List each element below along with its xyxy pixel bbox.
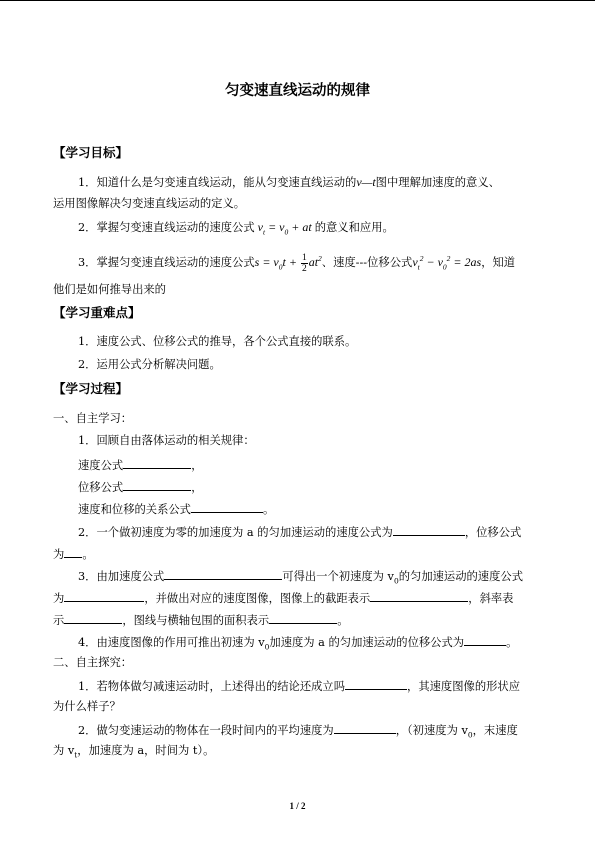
goal-3-text-b: ，知道 bbox=[481, 256, 516, 269]
goal-2-line bbox=[78, 220, 394, 239]
goal-3-text: 3．掌握匀变速直线运动的速度公式 bbox=[78, 256, 255, 269]
goal-1-text-b: 图中理解加速度的意义、 bbox=[375, 176, 500, 189]
answer-blank[interactable] bbox=[123, 479, 191, 491]
velocity-formula: $v_t = v_0$ + at bbox=[254, 220, 315, 237]
answer-blank[interactable] bbox=[269, 612, 337, 624]
section-heading-goals: 【学习目标】 bbox=[53, 145, 129, 160]
p2-line-2: 为 $v_t$，加速度为 a，时间为 t）。 bbox=[53, 744, 215, 760]
answer-blank[interactable] bbox=[164, 568, 282, 580]
answer-blank[interactable] bbox=[191, 501, 263, 513]
goal-2-text-b: 的意义和应用。 bbox=[314, 221, 394, 234]
goal-1-line-1 bbox=[78, 175, 500, 190]
answer-blank[interactable] bbox=[393, 524, 465, 536]
key-point-2: 2．运用公式分析解决问题。 bbox=[78, 358, 221, 371]
part-1-heading: 一、自主学习： bbox=[53, 412, 133, 425]
page-number: 1 / 2 bbox=[289, 801, 306, 811]
q3-line-1: 3．由加速度公式 可得出一个初速度为 $v_0$的匀加速运动的速度公式 bbox=[78, 570, 523, 586]
q2-line-1: 2．一个做初速度为零的加速度为 a 的匀加速运动的速度公式为 ，位移公式 bbox=[78, 526, 522, 539]
p2-line-1: 2．做匀变速运动的物体在一段时间内的平均速度为 ，（初速度为 $v_0$，末速度 bbox=[78, 724, 518, 740]
answer-blank[interactable] bbox=[345, 678, 407, 690]
section-heading-key-points: 【学习重难点】 bbox=[53, 305, 141, 320]
answer-blank[interactable] bbox=[464, 634, 506, 646]
page-title: 匀变速直线运动的规律 bbox=[225, 83, 370, 99]
answer-blank[interactable] bbox=[334, 722, 396, 734]
goal-3-mid: 、速度---位移公式 bbox=[321, 256, 413, 269]
answer-blank[interactable] bbox=[370, 590, 468, 602]
q3-line-3: 示 ，图线与横轴包围的面积表示 。 bbox=[53, 614, 349, 627]
q1-disp-line: 位移公式 ， bbox=[78, 481, 203, 494]
answer-blank[interactable] bbox=[64, 546, 82, 558]
displacement-formula: $s = v_0t$ + bbox=[254, 255, 300, 272]
answer-blank[interactable] bbox=[123, 457, 191, 469]
goal-1-line-2: 运用图像解决匀变速直线运动的定义。 bbox=[53, 197, 246, 210]
q1-speed-line: 速度公式 ， bbox=[78, 459, 203, 472]
q4-line: 4．由速度图像的作用可推出初速为 $v_0$加速度为 a 的匀加速运动的位移公式为 。 bbox=[78, 636, 518, 652]
q2-line-2: 为 。 bbox=[53, 548, 94, 561]
goal-2-text: 2．掌握匀变速直线运动的速度公式 bbox=[78, 221, 255, 234]
vt-label: v—t bbox=[356, 175, 376, 189]
answer-blank[interactable] bbox=[64, 612, 122, 624]
page-top-border bbox=[0, 0, 595, 1]
part-2-heading: 二、自主探究： bbox=[53, 656, 133, 669]
q3-line-2: 为 ，并做出对应的速度图像，图像上的截距表示 ，斜率表 bbox=[53, 592, 514, 605]
half-fraction: $\frac{1}{2}$ bbox=[301, 252, 307, 274]
goal-1-text: 1．知道什么是匀变速直线运动，能从匀变速直线运动的 bbox=[78, 176, 357, 189]
section-heading-process: 【学习过程】 bbox=[53, 381, 129, 396]
p1-line-2: 为什么样子？ bbox=[53, 700, 121, 713]
goal-3-line-1: 3．掌握匀变速直线运动的速度公式$s = v_0t$ + $\frac{1}{2}$ $at^2$、速度---位移公式$v_t^2 - v_0^2 = 2as$，知道 bbox=[78, 252, 516, 274]
p1-line-1: 1．若物体做匀减速运动时，上述得出的结论还成立吗 ，其速度图像的形状应 bbox=[78, 680, 521, 693]
q1-text: 1．回顾自由落体运动的相关规律： bbox=[78, 434, 255, 447]
answer-blank[interactable] bbox=[64, 590, 144, 602]
q1-rel-line: 速度和位移的关系公式 。 bbox=[78, 503, 275, 516]
goal-3-line-2: 他们是如何推导出来的 bbox=[53, 283, 166, 296]
key-point-1: 1．速度公式、位移公式的推导，各个公式直接的联系。 bbox=[78, 335, 357, 348]
velocity-displacement-formula: $v_t^2 - v_0^2 = 2as$ bbox=[412, 254, 482, 272]
